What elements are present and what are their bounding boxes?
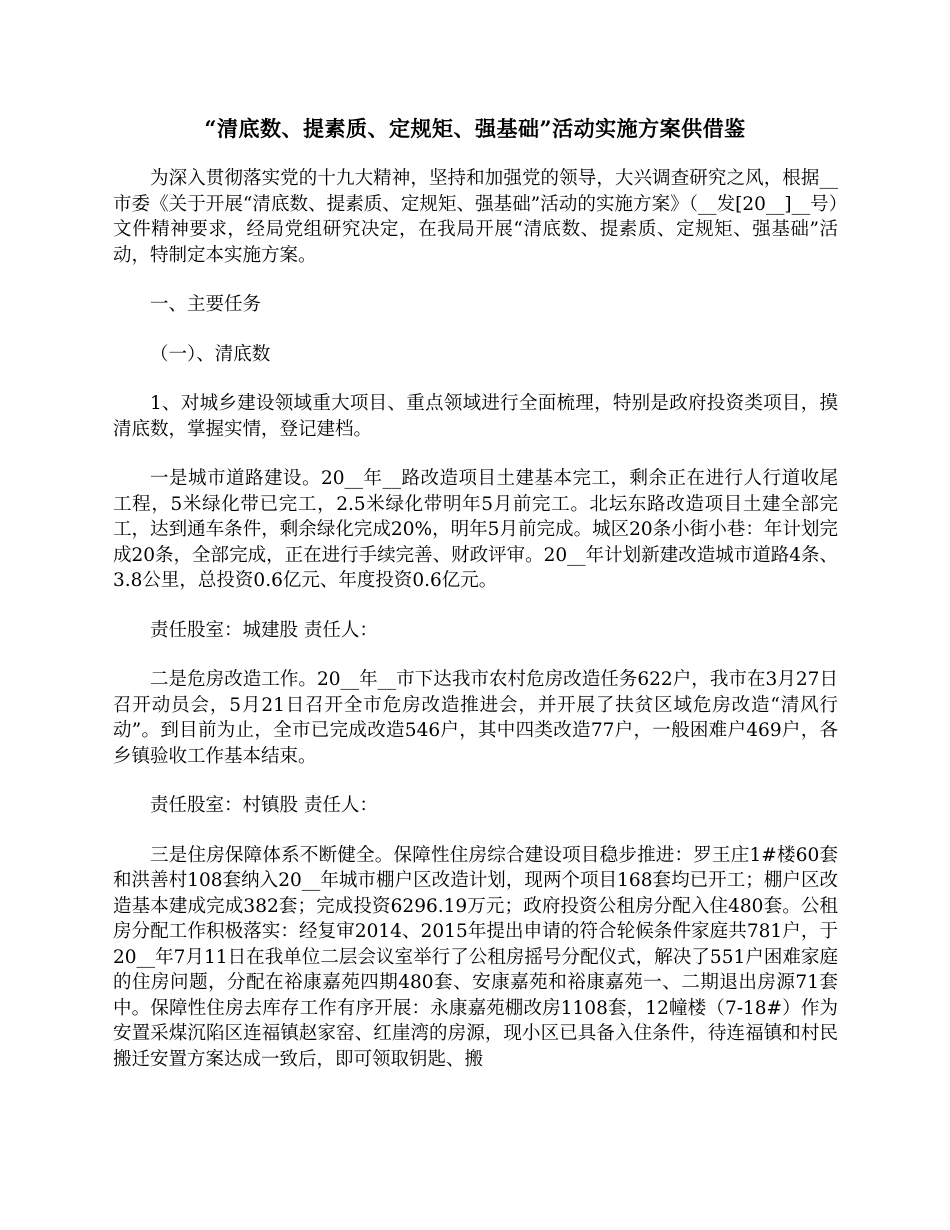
- responsibility-line: 责任股室：村镇股 责任人：: [150, 795, 378, 816]
- responsibility-line: 责任股室：城建股 责任人：: [150, 619, 378, 641]
- document-body: [113, 166, 838, 1096]
- body-paragraph: 二是危房改造工作。20__年__市下达我市农村危房改造任务622户，我市在3月27日召开动员会，5月21日召开全市危房改造推进会，并开展了扶贫区域危房改造“清风行动”。到目前为止，全市已完成改造546户，其中四类改造77户，一般困难户469户，各乡镇验收工作基本结束。: [113, 669, 838, 767]
- body-paragraph: 一是城市道路建设。20__年__路改造项目土建基本完工，剩余正在进行人行道收尾工程，5米绿化带已完工，2.5米绿化带明年5月前完工。北坛东路改造项目土建全部完工，达到通车条件，剩余绿化完成20%，明年5月前完成。城区20条小街小巷：年计划完成20条，全部完成，正在进行手续完善、财政评审。20__年计划新建改造城市道路4条、3.8公里，总投资0.6亿元、年度投资0.6亿元。: [113, 468, 838, 591]
- document-title: “清底数、提素质、定规矩、强基础”活动实施方案供借鉴: [204, 116, 746, 141]
- body-paragraph: 1、对城乡建设领域重大项目、重点领域进行全面梳理，特别是政府投资类项目，摸清底数，掌握实情，登记建档。: [113, 393, 838, 440]
- intro-paragraph: 为深入贯彻落实党的十九大精神，坚持和加强党的领导，大兴调查研究之风，根据__市委《关于开展“清底数、提素质、定规矩、强基础”活动的实施方案》（__发[20__]__号）文件精神要求，经局党组研究决定，在我局开展“清底数、提素质、定规矩、强基础”活动，特制定本实施方案。: [113, 168, 838, 266]
- section-heading-main-tasks: 一、主要任务: [150, 294, 262, 315]
- body-paragraph: 三是住房保障体系不断健全。保障性住房综合建设项目稳步推进：罗王庄1#楼60套和洪善村108套纳入20__年城市棚户区改造计划，现两个项目168套均已开工；棚户区改造基本建成完成382套；完成投资6296.19万元；政府投资公租房分配入住480套。公租房分配工作积极落实：经复审2014、2015年提出申请的符合轮候条件家庭共781户，于20__年7月11日在我单位二层会议室举行了公租房摇号分配仪式，解决了551户困难家庭的住房问题，分配在裕康嘉苑四期480套、安康嘉苑和裕康嘉苑一、二期退出房源71套中。保障性住房去库存工作有序开展：永康嘉苑棚改房1108套，12幢楼（7-18#）作为安置采煤沉陷区连福镇赵家窑、红崖湾的房源，现小区已具备入住条件，待连福镇和村民搬迁安置方案达成一致后，即可领取钥匙、搬: [113, 844, 838, 1070]
- subsection-heading-qingdishu: （一）、清底数: [150, 343, 271, 365]
